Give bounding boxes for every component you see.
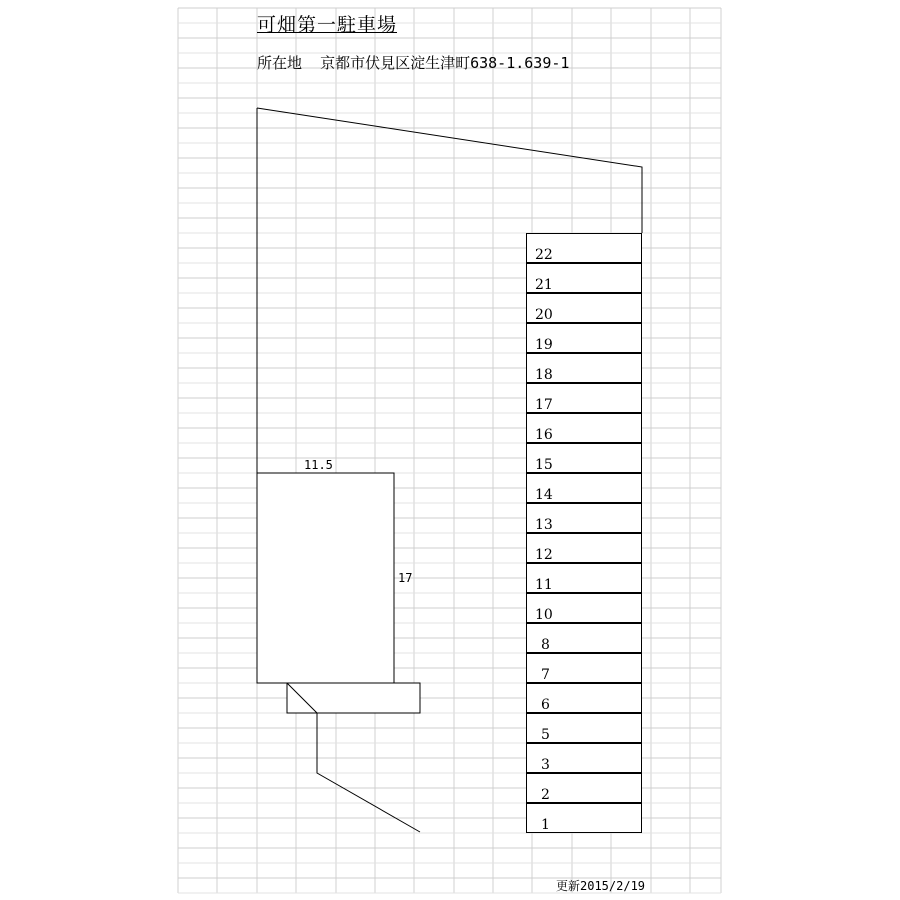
building-outline bbox=[257, 473, 394, 683]
page-title: 可畑第一駐車場 bbox=[257, 14, 398, 36]
stall-number: 12 bbox=[535, 547, 553, 563]
stall-number: 15 bbox=[535, 457, 553, 473]
parking-stall bbox=[526, 503, 642, 533]
parking-stall bbox=[526, 383, 642, 413]
stall-number: 13 bbox=[535, 517, 553, 533]
parking-stall bbox=[526, 713, 642, 743]
parking-stall bbox=[526, 623, 642, 653]
parking-stall bbox=[526, 353, 642, 383]
parking-stall bbox=[526, 653, 642, 683]
stall-number: 3 bbox=[541, 757, 550, 773]
parking-stall bbox=[526, 533, 642, 563]
stall-number: 5 bbox=[541, 727, 550, 743]
address-value: 京都市伏見区淀生津町638-1.639-1 bbox=[320, 54, 570, 72]
stall-number: 18 bbox=[535, 367, 553, 383]
parking-stall bbox=[526, 773, 642, 803]
parking-stall bbox=[526, 293, 642, 323]
stall-number: 8 bbox=[541, 637, 550, 653]
stall-number: 17 bbox=[535, 397, 553, 413]
building-height-label: 17 bbox=[398, 571, 413, 585]
stall-number: 14 bbox=[535, 487, 553, 503]
parking-stall bbox=[526, 233, 642, 263]
lot-outer-boundary bbox=[257, 108, 642, 233]
building-width-label: 11.5 bbox=[304, 458, 333, 472]
stall-number: 2 bbox=[541, 787, 550, 803]
address-label: 所在地 bbox=[257, 54, 303, 72]
stall-number: 20 bbox=[535, 307, 553, 323]
parking-stall bbox=[526, 413, 642, 443]
stall-number: 22 bbox=[535, 247, 553, 263]
stall-number: 10 bbox=[535, 607, 553, 623]
stall-number: 1 bbox=[541, 817, 550, 833]
stall-number: 21 bbox=[535, 277, 553, 293]
stall-number: 16 bbox=[535, 427, 553, 443]
stall-number: 19 bbox=[535, 337, 553, 353]
stall-number: 7 bbox=[541, 667, 550, 683]
parking-stall bbox=[526, 683, 642, 713]
parking-stall bbox=[526, 443, 642, 473]
parking-stall bbox=[526, 563, 642, 593]
parking-stall bbox=[526, 473, 642, 503]
parking-stall bbox=[526, 323, 642, 353]
address-line bbox=[257, 52, 569, 73]
parking-stall bbox=[526, 803, 642, 833]
stall-number: 11 bbox=[535, 577, 553, 593]
parking-stall bbox=[526, 743, 642, 773]
updated-date: 更新2015/2/19 bbox=[556, 879, 646, 893]
entrance-step bbox=[287, 683, 420, 713]
parking-stall bbox=[526, 593, 642, 623]
parking-stall bbox=[526, 263, 642, 293]
stall-number: 6 bbox=[541, 697, 550, 713]
